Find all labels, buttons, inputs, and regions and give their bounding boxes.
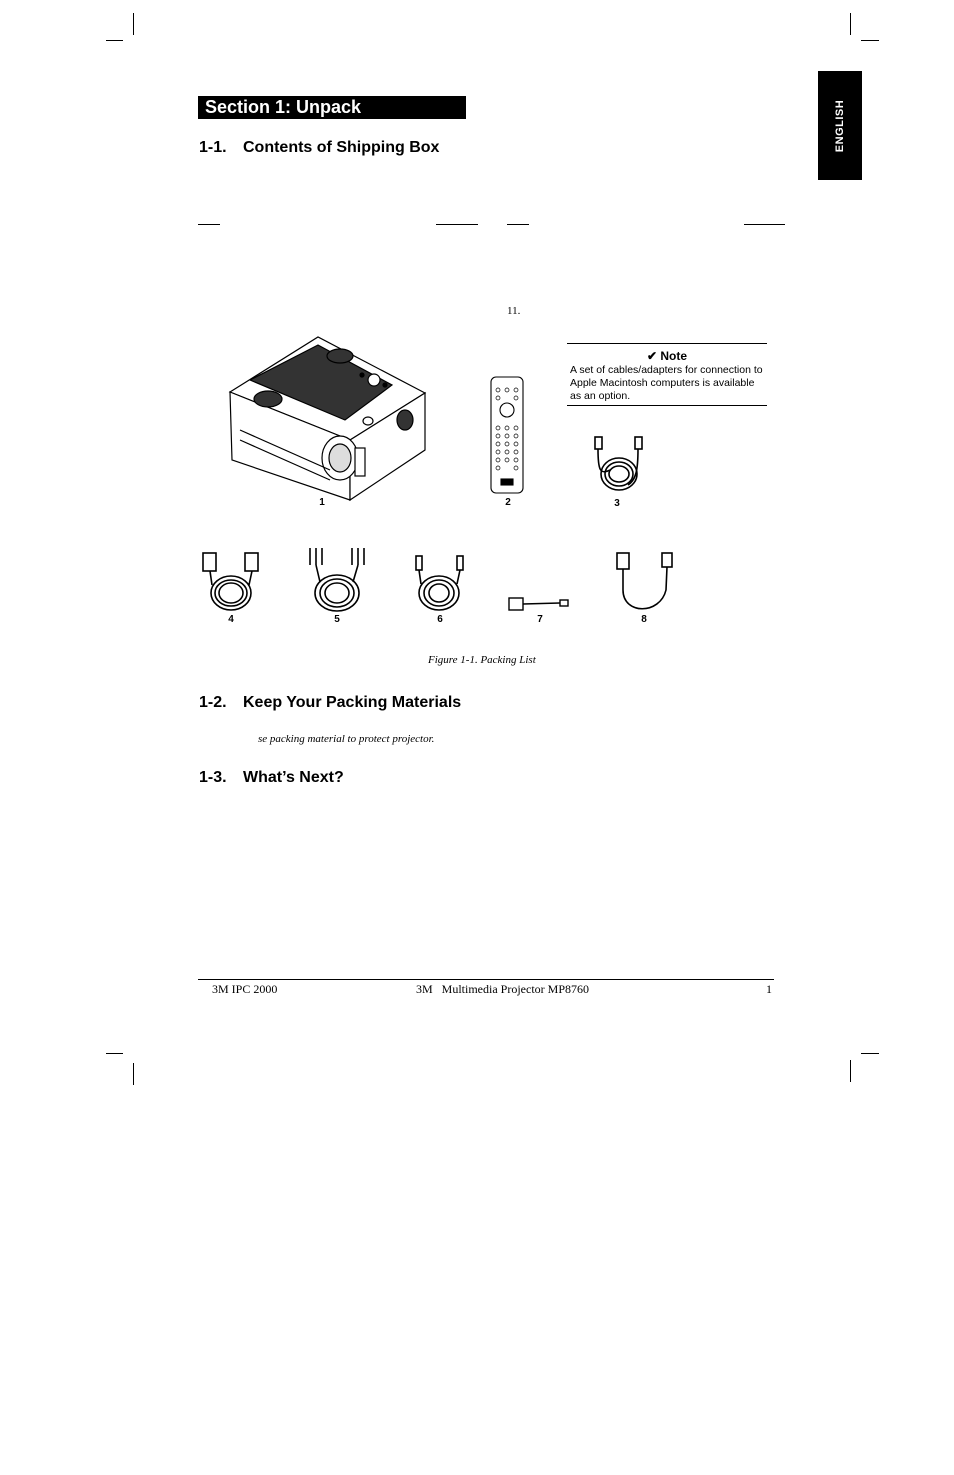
crop-mark bbox=[106, 1053, 123, 1054]
mac-cable-icon bbox=[617, 553, 672, 609]
item-label: 2 bbox=[505, 497, 511, 508]
check-icon: ✔ bbox=[646, 349, 658, 363]
footer-rule bbox=[198, 979, 774, 980]
packing-text: se packing material to protect projector. bbox=[258, 733, 435, 745]
language-tab-label: ENGLISH bbox=[834, 99, 846, 152]
footer-center: 3M Multimedia Projector MP8760 bbox=[416, 982, 589, 996]
page-number: 1 bbox=[766, 982, 772, 996]
crop-mark bbox=[133, 1063, 134, 1085]
heading-text: Keep Your Packing Materials bbox=[243, 694, 462, 711]
item-label: 1 bbox=[319, 497, 325, 508]
footer-left: 3M IPC 2000 bbox=[212, 982, 278, 996]
note-title-text: Note bbox=[660, 349, 688, 363]
note-body: A set of cables/adapters for connection to Apple Macintosh computers is available as an option. bbox=[570, 364, 763, 402]
item-label: 3 bbox=[614, 498, 620, 509]
power-cord-icon bbox=[595, 437, 642, 490]
heading-number: 1-1. bbox=[199, 139, 227, 156]
item-label: 6 bbox=[437, 614, 443, 625]
av-cable-icon bbox=[310, 548, 364, 611]
crop-mark bbox=[861, 1053, 879, 1054]
crop-mark bbox=[850, 1060, 851, 1082]
vga-cable-icon bbox=[203, 553, 258, 610]
item-label: 4 bbox=[228, 614, 234, 625]
heading-text: Contents of Shipping Box bbox=[243, 139, 440, 156]
adapter-icon bbox=[509, 598, 568, 610]
section-title: Section 1: Unpack bbox=[198, 96, 466, 119]
list-fragment: 11. bbox=[507, 305, 521, 317]
item-label: 8 bbox=[641, 614, 647, 625]
item-label: 7 bbox=[537, 614, 543, 625]
heading-packing bbox=[199, 694, 461, 712]
heading-number: 1-3. bbox=[199, 769, 227, 786]
heading-number: 1-2. bbox=[199, 694, 227, 711]
heading-next bbox=[199, 769, 344, 787]
video-cable-icon bbox=[416, 556, 463, 610]
figure-caption: Figure 1-1. Packing List bbox=[428, 654, 536, 666]
projector-icon bbox=[230, 337, 425, 500]
heading-text: What’s Next? bbox=[243, 769, 344, 786]
packing-list-figure bbox=[0, 0, 954, 680]
remote-control-icon bbox=[491, 377, 523, 493]
item-label: 5 bbox=[334, 614, 340, 625]
